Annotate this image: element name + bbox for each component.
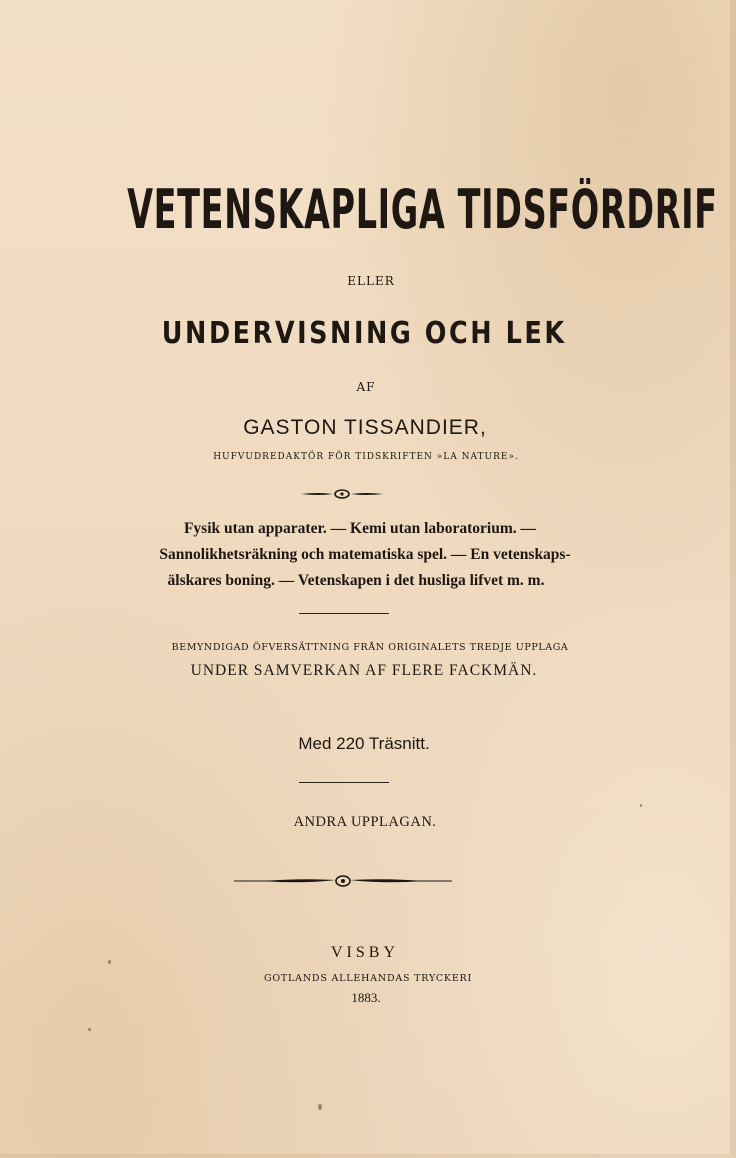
imprint-printer: GOTLANDS ALLEHANDAS TRYCKERI (263, 973, 473, 984)
foxing-spot (318, 1104, 322, 1110)
author-role: HUFVUDREDAKTÖR FÖR TIDSKRIFTEN »LA NATURE». (213, 452, 519, 462)
collaboration-note: UNDER SAMVERKAN AF FLERE FACKMÄN. (190, 662, 538, 679)
ornament-large-icon (232, 872, 454, 890)
foxing-spot (88, 1028, 91, 1031)
ornament-small-icon (299, 487, 385, 501)
foxing-spot (640, 804, 642, 807)
contents-line-1: Fysik utan apparater. — Kemi utan laboratorium. — (183, 520, 537, 537)
author-name: GASTON TISSANDIER, (243, 416, 487, 439)
title-connector: ELLER (347, 274, 395, 288)
imprint-year: 1883. (351, 990, 381, 1005)
translation-note: BEMYNDIGAD ÖFVERSÄTTNING FRÅN ORIGINALETS TREDJE UPPLAGA (171, 642, 569, 653)
imprint-city: VISBY (330, 944, 399, 961)
foxing-spot (108, 960, 111, 964)
divider-rule (299, 782, 389, 783)
illustrations-note: Med 220 Träsnitt. (298, 734, 430, 753)
book-title: VETENSKAPLIGA TIDSFÖRDRIF (127, 178, 718, 241)
author-by-label: AF (356, 380, 376, 394)
contents-line-2: Sannolikhetsräkning och matematiska spel. — En vetenskaps- (159, 546, 571, 563)
contents-line-3: älskares boning. — Vetenskapen i det husliga lifvet m. m. (167, 572, 545, 589)
book-subtitle: UNDERVISNING OCH LEK (161, 316, 567, 351)
divider-rule (299, 613, 389, 614)
edition-label: ANDRA UPPLAGAN. (293, 814, 437, 830)
